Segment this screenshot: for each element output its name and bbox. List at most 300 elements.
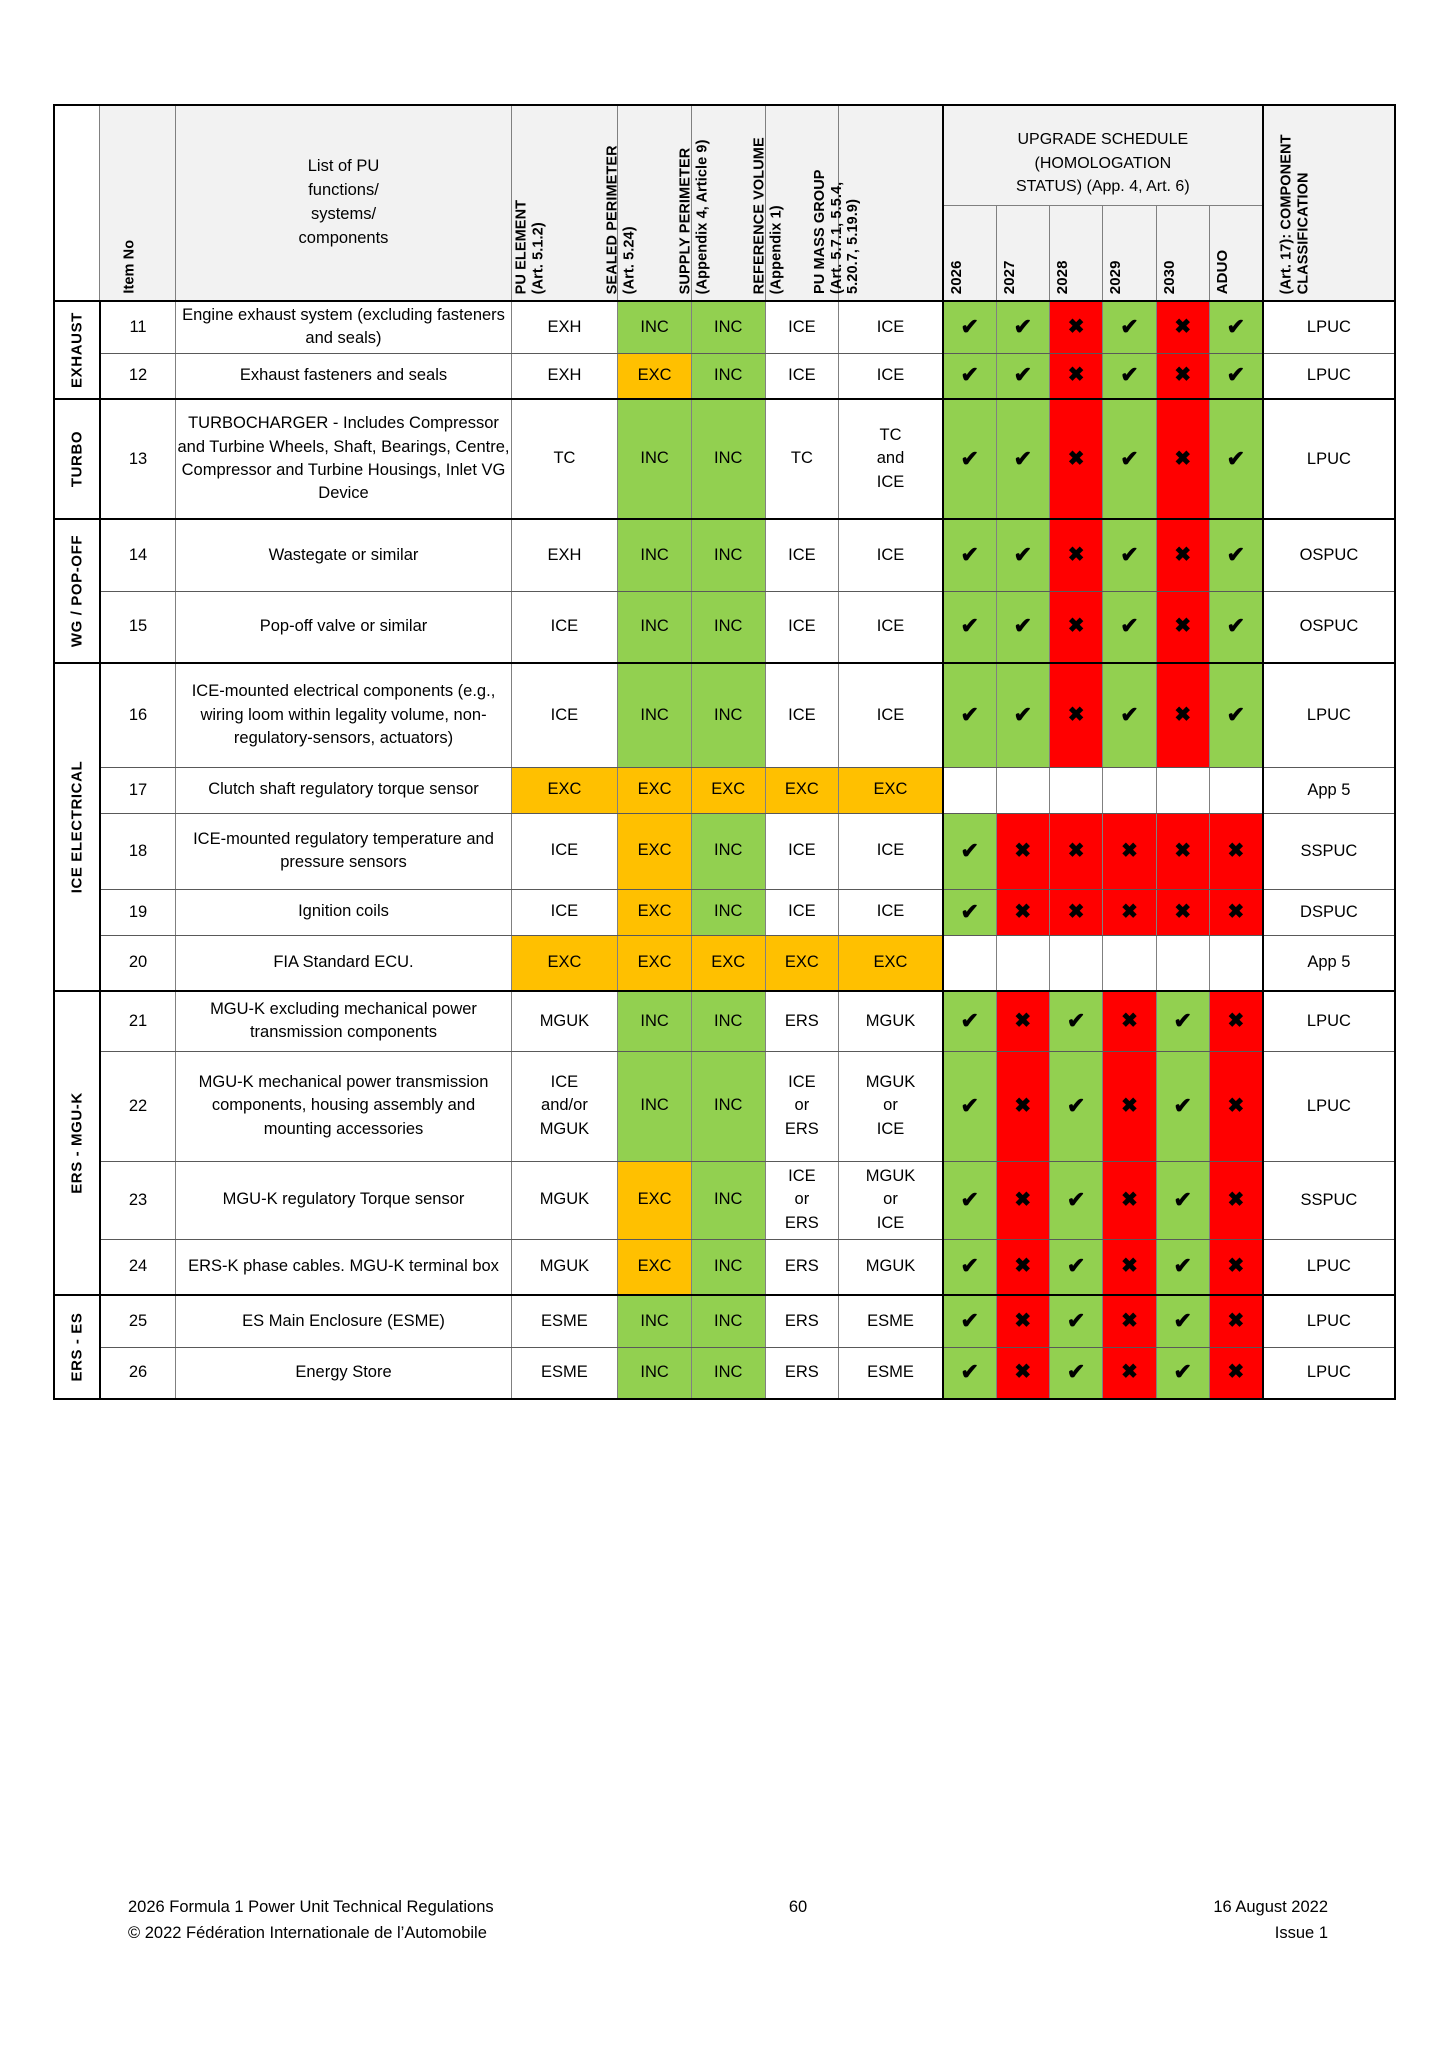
description-cell: MGU-K excluding mechanical power transmission components (176, 991, 511, 1051)
item-no-cell: 24 (100, 1239, 176, 1295)
check-icon: ✔ (1173, 1307, 1192, 1333)
description-cell: ICE-mounted electrical components (e.g., wiring loom within legality volume, non-regulatory-sensors, actuators) (176, 663, 511, 767)
description-cell: FIA Standard ECU. (176, 935, 511, 991)
sealed-perimeter-cell: INC (618, 1051, 692, 1161)
upgrade-status-cell-2026 (943, 663, 996, 767)
header-year-2029: 2029 (1103, 205, 1156, 301)
group-label: TURBO (68, 430, 86, 488)
upgrade-status-cell-2027 (996, 353, 1049, 399)
upgrade-status-cell-2026 (943, 991, 996, 1051)
description-cell: ICE-mounted regulatory temperature and pressure sensors (176, 813, 511, 889)
upgrade-status-cell-2028 (1049, 591, 1102, 663)
description-cell: ES Main Enclosure (ESME) (176, 1295, 511, 1347)
pu-mass-group-cell: MGUK or ICE (839, 1161, 943, 1239)
upgrade-status-cell-2026 (943, 1051, 996, 1161)
reference-volume-cell: EXC (765, 935, 839, 991)
pu-element-cell: ICE (511, 591, 618, 663)
header-reference-volume-line-1: REFERENCE VOLUME (751, 136, 768, 294)
group-label: EXHAUST (68, 312, 86, 388)
check-icon: ✔ (1173, 1253, 1192, 1279)
upgrade-status-cell-aduo (1209, 353, 1262, 399)
check-icon: ✔ (1226, 445, 1246, 471)
upgrade-status-cell-2030 (1156, 767, 1209, 813)
check-icon: ✔ (1120, 701, 1139, 727)
description-cell: ERS-K phase cables. MGU-K terminal box (176, 1239, 511, 1295)
upgrade-status-cell-2026 (943, 1295, 996, 1347)
header-upgrade-line-1: UPGRADE SCHEDULE (1017, 131, 1189, 149)
description-cell: Exhaust fasteners and seals (176, 353, 511, 399)
reference-volume-cell: ERS (765, 1239, 839, 1295)
reference-volume-cell: ERS (765, 991, 839, 1051)
item-no-cell: 20 (100, 935, 176, 991)
pu-mass-group-cell: ICE (839, 889, 943, 935)
upgrade-status-cell-2028 (1049, 1161, 1102, 1239)
supply-perimeter-cell: INC (691, 1239, 765, 1295)
header-reference-volume-line-2: (Appendix 1) (768, 204, 785, 294)
sealed-perimeter-cell: EXC (618, 813, 692, 889)
header-pu-mass-group-line-2: (Art. 5.7.1, 5.5.4, (829, 181, 846, 294)
table-row (54, 991, 1395, 1051)
upgrade-status-cell-2029 (1103, 813, 1156, 889)
check-icon: ✔ (960, 1092, 979, 1118)
check-icon: ✔ (960, 313, 979, 339)
upgrade-status-cell-2028 (1049, 1347, 1102, 1399)
upgrade-status-cell-2027 (996, 1051, 1049, 1161)
reference-volume-cell: ICE or ERS (765, 1161, 839, 1239)
upgrade-status-cell-2028 (1049, 301, 1102, 353)
supply-perimeter-cell: INC (691, 991, 765, 1051)
group-label-cell (54, 1295, 100, 1399)
sealed-perimeter-cell: EXC (618, 1239, 692, 1295)
upgrade-status-cell-aduo (1209, 519, 1262, 591)
pu-element-cell: EXC (511, 767, 618, 813)
check-icon: ✔ (1066, 1253, 1086, 1279)
pu-mass-group-cell: TC and ICE (839, 399, 943, 519)
group-label-cell (54, 301, 100, 399)
upgrade-status-cell-2029 (1103, 353, 1156, 399)
check-icon: ✔ (960, 1007, 979, 1033)
supply-perimeter-cell: EXC (691, 935, 765, 991)
footer-line-1 (128, 1895, 1328, 1921)
cross-icon: ✖ (1121, 1188, 1138, 1211)
check-icon: ✔ (1120, 613, 1139, 639)
item-no-cell: 26 (100, 1347, 176, 1399)
table-row (54, 813, 1395, 889)
pu-element-cell: EXH (511, 353, 618, 399)
description-cell: Ignition coils (176, 889, 511, 935)
description-cell: Clutch shaft regulatory torque sensor (176, 767, 511, 813)
pu-element-cell: EXC (511, 935, 618, 991)
upgrade-status-cell-aduo (1209, 591, 1262, 663)
header-year-2027: 2027 (996, 205, 1049, 301)
pu-mass-group-cell: MGUK (839, 991, 943, 1051)
cross-icon: ✖ (1227, 1309, 1245, 1332)
sealed-perimeter-cell: EXC (618, 1161, 692, 1239)
footer-issue: Issue 1 (1274, 1923, 1328, 1942)
cross-icon: ✖ (1014, 1361, 1032, 1384)
upgrade-status-cell-2028 (1049, 663, 1102, 767)
table-row (54, 1347, 1395, 1399)
sealed-perimeter-cell: INC (618, 301, 692, 353)
cross-icon: ✖ (1067, 315, 1085, 338)
upgrade-status-cell-aduo (1209, 1239, 1262, 1295)
description-cell: Energy Store (176, 1347, 511, 1399)
check-icon: ✔ (1013, 701, 1032, 727)
cross-icon: ✖ (1227, 1009, 1245, 1032)
header-year-2030: 2030 (1156, 205, 1209, 301)
upgrade-status-cell-2026 (943, 1161, 996, 1239)
table-row (54, 519, 1395, 591)
sealed-perimeter-cell: INC (618, 663, 692, 767)
upgrade-status-cell-aduo (1209, 813, 1262, 889)
upgrade-status-cell-2026 (943, 301, 996, 353)
sealed-perimeter-cell: INC (618, 519, 692, 591)
group-label-cell (54, 663, 100, 991)
check-icon: ✔ (1013, 313, 1032, 339)
cross-icon: ✖ (1014, 1188, 1032, 1211)
upgrade-status-cell-aduo (1209, 301, 1262, 353)
item-no-cell: 18 (100, 813, 176, 889)
header-component-classification (1263, 105, 1395, 301)
description-cell: Engine exhaust system (excluding fasteners and seals) (176, 301, 511, 353)
upgrade-status-cell-2029 (1103, 519, 1156, 591)
pu-element-cell: ESME (511, 1295, 618, 1347)
upgrade-status-cell-aduo (1209, 399, 1262, 519)
upgrade-status-cell-2030 (1156, 663, 1209, 767)
check-icon: ✔ (1013, 541, 1032, 567)
table-row (54, 353, 1395, 399)
header-pu-element-line-1: PU ELEMENT (514, 199, 531, 294)
upgrade-status-cell-aduo (1209, 1051, 1262, 1161)
header-pu-element (511, 105, 618, 301)
cross-icon: ✖ (1121, 1309, 1138, 1332)
table-header (54, 105, 1395, 301)
reference-volume-cell: ICE (765, 813, 839, 889)
upgrade-status-cell-2030 (1156, 1239, 1209, 1295)
cross-icon: ✖ (1014, 1094, 1032, 1117)
header-classification-line-2: CLASSIFICATION (1295, 172, 1312, 294)
upgrade-status-cell-2027 (996, 1347, 1049, 1399)
upgrade-status-cell-2027 (996, 399, 1049, 519)
upgrade-status-cell-aduo (1209, 991, 1262, 1051)
upgrade-status-cell-2030 (1156, 1161, 1209, 1239)
page-footer (128, 1895, 1328, 1946)
footer-copyright: © 2022 Fédération Internationale de l’Automobile (128, 1923, 487, 1942)
header-year-2028: 2028 (1049, 205, 1102, 301)
item-no-cell: 12 (100, 353, 176, 399)
header-upgrade-schedule (943, 105, 1263, 205)
header-year-2026: 2026 (943, 205, 996, 301)
pu-element-cell: MGUK (511, 1239, 618, 1295)
description-cell: TURBOCHARGER - Includes Compressor and Turbine Wheels, Shaft, Bearings, Centre, Compressor and Turbine Housings, Inlet VG Device (176, 399, 511, 519)
header-list-of-pu (176, 105, 511, 301)
upgrade-status-cell-aduo (1209, 1295, 1262, 1347)
upgrade-status-cell-2028 (1049, 519, 1102, 591)
sealed-perimeter-cell: INC (618, 1295, 692, 1347)
footer-page-number: 60 (788, 1898, 808, 1916)
header-group-blank (54, 105, 100, 301)
footer-line-2 (128, 1921, 1328, 1947)
header-sealed-perimeter-line-1: SEALED PERIMETER (604, 144, 621, 294)
reference-volume-cell: ICE (765, 301, 839, 353)
table-row (54, 767, 1395, 813)
upgrade-status-cell-aduo (1209, 935, 1262, 991)
cross-icon: ✖ (1227, 1188, 1245, 1211)
header-sealed-perimeter-line-2: (Art. 5.24) (620, 226, 637, 294)
upgrade-status-cell-2029 (1103, 935, 1156, 991)
check-icon: ✔ (960, 701, 979, 727)
item-no-cell: 19 (100, 889, 176, 935)
upgrade-status-cell-2028 (1049, 399, 1102, 519)
check-icon: ✔ (1066, 1307, 1086, 1333)
pu-mass-group-cell: ICE (839, 591, 943, 663)
upgrade-status-cell-2030 (1156, 591, 1209, 663)
cross-icon: ✖ (1174, 839, 1192, 862)
check-icon: ✔ (1066, 1007, 1086, 1033)
upgrade-status-cell-2026 (943, 353, 996, 399)
check-icon: ✔ (1013, 445, 1032, 471)
cross-icon: ✖ (1014, 900, 1032, 923)
header-pu-mass-group-line-3: 5.20.7, 5.19.9) (845, 198, 862, 294)
header-item-no (100, 105, 176, 301)
reference-volume-cell: ICE (765, 353, 839, 399)
supply-perimeter-cell: INC (691, 1347, 765, 1399)
upgrade-status-cell-2030 (1156, 1051, 1209, 1161)
item-no-cell: 16 (100, 663, 176, 767)
reference-volume-cell: ICE or ERS (765, 1051, 839, 1161)
upgrade-status-cell-2027 (996, 1161, 1049, 1239)
supply-perimeter-cell: EXC (691, 767, 765, 813)
upgrade-status-cell-2027 (996, 767, 1049, 813)
upgrade-status-cell-2030 (1156, 353, 1209, 399)
upgrade-status-cell-2026 (943, 399, 996, 519)
table-row (54, 663, 1395, 767)
check-icon: ✔ (960, 1307, 979, 1333)
upgrade-status-cell-2029 (1103, 1051, 1156, 1161)
pu-mass-group-cell: ICE (839, 813, 943, 889)
header-supply-perimeter-line-2: (Appendix 4, Article 9) (694, 139, 711, 294)
classification-cell: DSPUC (1263, 889, 1395, 935)
upgrade-status-cell-2030 (1156, 813, 1209, 889)
check-icon: ✔ (1173, 1186, 1192, 1212)
item-no-cell: 21 (100, 991, 176, 1051)
header-list-line-4: components (298, 228, 389, 247)
cross-icon: ✖ (1067, 543, 1085, 566)
classification-cell: SSPUC (1263, 1161, 1395, 1239)
reference-volume-cell: EXC (765, 767, 839, 813)
reference-volume-cell: ERS (765, 1347, 839, 1399)
check-icon: ✔ (1013, 362, 1032, 388)
check-icon: ✔ (1226, 541, 1246, 567)
supply-perimeter-cell: INC (691, 1295, 765, 1347)
upgrade-status-cell-2030 (1156, 935, 1209, 991)
upgrade-status-cell-aduo (1209, 663, 1262, 767)
upgrade-status-cell-2026 (943, 889, 996, 935)
reference-volume-cell: ERS (765, 1295, 839, 1347)
pu-element-cell: ESME (511, 1347, 618, 1399)
upgrade-status-cell-aduo (1209, 1161, 1262, 1239)
check-icon: ✔ (1226, 613, 1246, 639)
upgrade-status-cell-2026 (943, 1239, 996, 1295)
check-icon: ✔ (1173, 1092, 1192, 1118)
upgrade-status-cell-2029 (1103, 1161, 1156, 1239)
classification-cell: App 5 (1263, 767, 1395, 813)
cross-icon: ✖ (1174, 703, 1192, 726)
check-icon: ✔ (1066, 1359, 1086, 1385)
header-upgrade-line-3: STATUS) (App. 4, Art. 6) (1015, 177, 1190, 195)
supply-perimeter-cell: INC (691, 591, 765, 663)
pu-element-cell: EXH (511, 301, 618, 353)
upgrade-status-cell-2027 (996, 889, 1049, 935)
header-list-line-3: systems/ (310, 205, 377, 223)
cross-icon: ✖ (1067, 900, 1085, 923)
classification-cell: SSPUC (1263, 813, 1395, 889)
cross-icon: ✖ (1227, 900, 1245, 923)
description-cell: MGU-K mechanical power transmission components, housing assembly and mounting accessories (176, 1051, 511, 1161)
upgrade-status-cell-2027 (996, 991, 1049, 1051)
group-label: ERS - MGU-K (68, 1092, 86, 1194)
table-row (54, 1051, 1395, 1161)
cross-icon: ✖ (1067, 703, 1085, 726)
header-classification-line-1: (Art. 17): COMPONENT (1278, 134, 1295, 294)
group-label-cell (54, 991, 100, 1295)
upgrade-status-cell-2029 (1103, 767, 1156, 813)
item-no-cell: 23 (100, 1161, 176, 1239)
table-row (54, 301, 1395, 353)
reference-volume-cell: ICE (765, 519, 839, 591)
pu-mass-group-cell: EXC (839, 767, 943, 813)
sealed-perimeter-cell: INC (618, 591, 692, 663)
pu-element-cell: ICE (511, 813, 618, 889)
group-label: ICE ELECTRICAL (68, 760, 86, 894)
check-icon: ✔ (1013, 613, 1032, 639)
footer-doc-title: 2026 Formula 1 Power Unit Technical Regulations (128, 1898, 494, 1916)
pu-mass-group-cell: MGUK or ICE (839, 1051, 943, 1161)
table-row (54, 935, 1395, 991)
upgrade-status-cell-2027 (996, 1295, 1049, 1347)
check-icon: ✔ (1066, 1092, 1086, 1118)
classification-cell: LPUC (1263, 301, 1395, 353)
check-icon: ✔ (1120, 313, 1139, 339)
cross-icon: ✖ (1121, 839, 1138, 862)
supply-perimeter-cell: INC (691, 519, 765, 591)
footer-date: 16 August 2022 (1213, 1898, 1328, 1916)
upgrade-status-cell-2027 (996, 591, 1049, 663)
upgrade-status-cell-2027 (996, 1239, 1049, 1295)
item-no-cell: 17 (100, 767, 176, 813)
header-supply-perimeter-line-1: SUPPLY PERIMETER (677, 147, 694, 294)
check-icon: ✔ (960, 613, 979, 639)
supply-perimeter-cell: INC (691, 353, 765, 399)
cross-icon: ✖ (1174, 364, 1192, 387)
upgrade-status-cell-2030 (1156, 301, 1209, 353)
check-icon: ✔ (1173, 1359, 1192, 1385)
check-icon: ✔ (1226, 701, 1246, 727)
upgrade-status-cell-aduo (1209, 1347, 1262, 1399)
pu-mass-group-cell: MGUK (839, 1239, 943, 1295)
upgrade-status-cell-2028 (1049, 1051, 1102, 1161)
cross-icon: ✖ (1121, 900, 1138, 923)
check-icon: ✔ (1226, 362, 1246, 388)
upgrade-status-cell-2028 (1049, 813, 1102, 889)
header-upgrade-line-2: (HOMOLOGATION (1034, 154, 1172, 172)
upgrade-status-cell-2027 (996, 519, 1049, 591)
cross-icon: ✖ (1174, 900, 1192, 923)
sealed-perimeter-cell: INC (618, 399, 692, 519)
reference-volume-cell: TC (765, 399, 839, 519)
header-pu-element-line-2: (Art. 5.1.2) (530, 221, 547, 294)
table-row (54, 889, 1395, 935)
check-icon: ✔ (960, 1359, 979, 1385)
classification-cell: LPUC (1263, 1051, 1395, 1161)
upgrade-status-cell-2027 (996, 301, 1049, 353)
pu-element-cell: MGUK (511, 991, 618, 1051)
header-pu-mass-group-line-1: PU MASS GROUP (812, 169, 829, 294)
upgrade-status-cell-2028 (1049, 353, 1102, 399)
upgrade-status-cell-2028 (1049, 935, 1102, 991)
group-label-cell (54, 399, 100, 519)
check-icon: ✔ (960, 1253, 979, 1279)
description-cell: Wastegate or similar (176, 519, 511, 591)
classification-cell: OSPUC (1263, 591, 1395, 663)
upgrade-status-cell-2026 (943, 1347, 996, 1399)
group-label-cell (54, 519, 100, 663)
upgrade-status-cell-2029 (1103, 991, 1156, 1051)
header-list-line-2: functions/ (308, 181, 379, 200)
upgrade-status-cell-2027 (996, 813, 1049, 889)
upgrade-status-cell-2030 (1156, 889, 1209, 935)
upgrade-status-cell-2026 (943, 519, 996, 591)
group-label: WG / POP-OFF (68, 534, 86, 648)
cross-icon: ✖ (1174, 543, 1192, 566)
check-icon: ✔ (960, 541, 979, 567)
cross-icon: ✖ (1174, 315, 1192, 338)
check-icon: ✔ (1173, 1007, 1192, 1033)
check-icon: ✔ (960, 898, 979, 924)
upgrade-status-cell-2026 (943, 591, 996, 663)
cross-icon: ✖ (1014, 1309, 1032, 1332)
classification-cell: LPUC (1263, 663, 1395, 767)
header-pu-mass-group (812, 105, 943, 301)
pu-mass-group-cell: ICE (839, 353, 943, 399)
cross-icon: ✖ (1121, 1255, 1138, 1278)
pu-mass-group-cell: ESME (839, 1347, 943, 1399)
upgrade-status-cell-2029 (1103, 1347, 1156, 1399)
cross-icon: ✖ (1067, 364, 1085, 387)
supply-perimeter-cell: INC (691, 1161, 765, 1239)
supply-perimeter-cell: INC (691, 399, 765, 519)
check-icon: ✔ (1120, 541, 1139, 567)
upgrade-status-cell-2026 (943, 935, 996, 991)
table-row (54, 591, 1395, 663)
classification-cell: LPUC (1263, 1347, 1395, 1399)
upgrade-status-cell-2027 (996, 935, 1049, 991)
check-icon: ✔ (960, 445, 979, 471)
cross-icon: ✖ (1121, 1094, 1138, 1117)
upgrade-status-cell-aduo (1209, 767, 1262, 813)
item-no-cell: 13 (100, 399, 176, 519)
item-no-cell: 14 (100, 519, 176, 591)
supply-perimeter-cell: INC (691, 301, 765, 353)
upgrade-status-cell-2028 (1049, 991, 1102, 1051)
supply-perimeter-cell: INC (691, 813, 765, 889)
cross-icon: ✖ (1121, 1009, 1138, 1032)
item-no-cell: 11 (100, 301, 176, 353)
description-cell: MGU-K regulatory Torque sensor (176, 1161, 511, 1239)
item-no-cell: 25 (100, 1295, 176, 1347)
sealed-perimeter-cell: EXC (618, 889, 692, 935)
sealed-perimeter-cell: EXC (618, 935, 692, 991)
